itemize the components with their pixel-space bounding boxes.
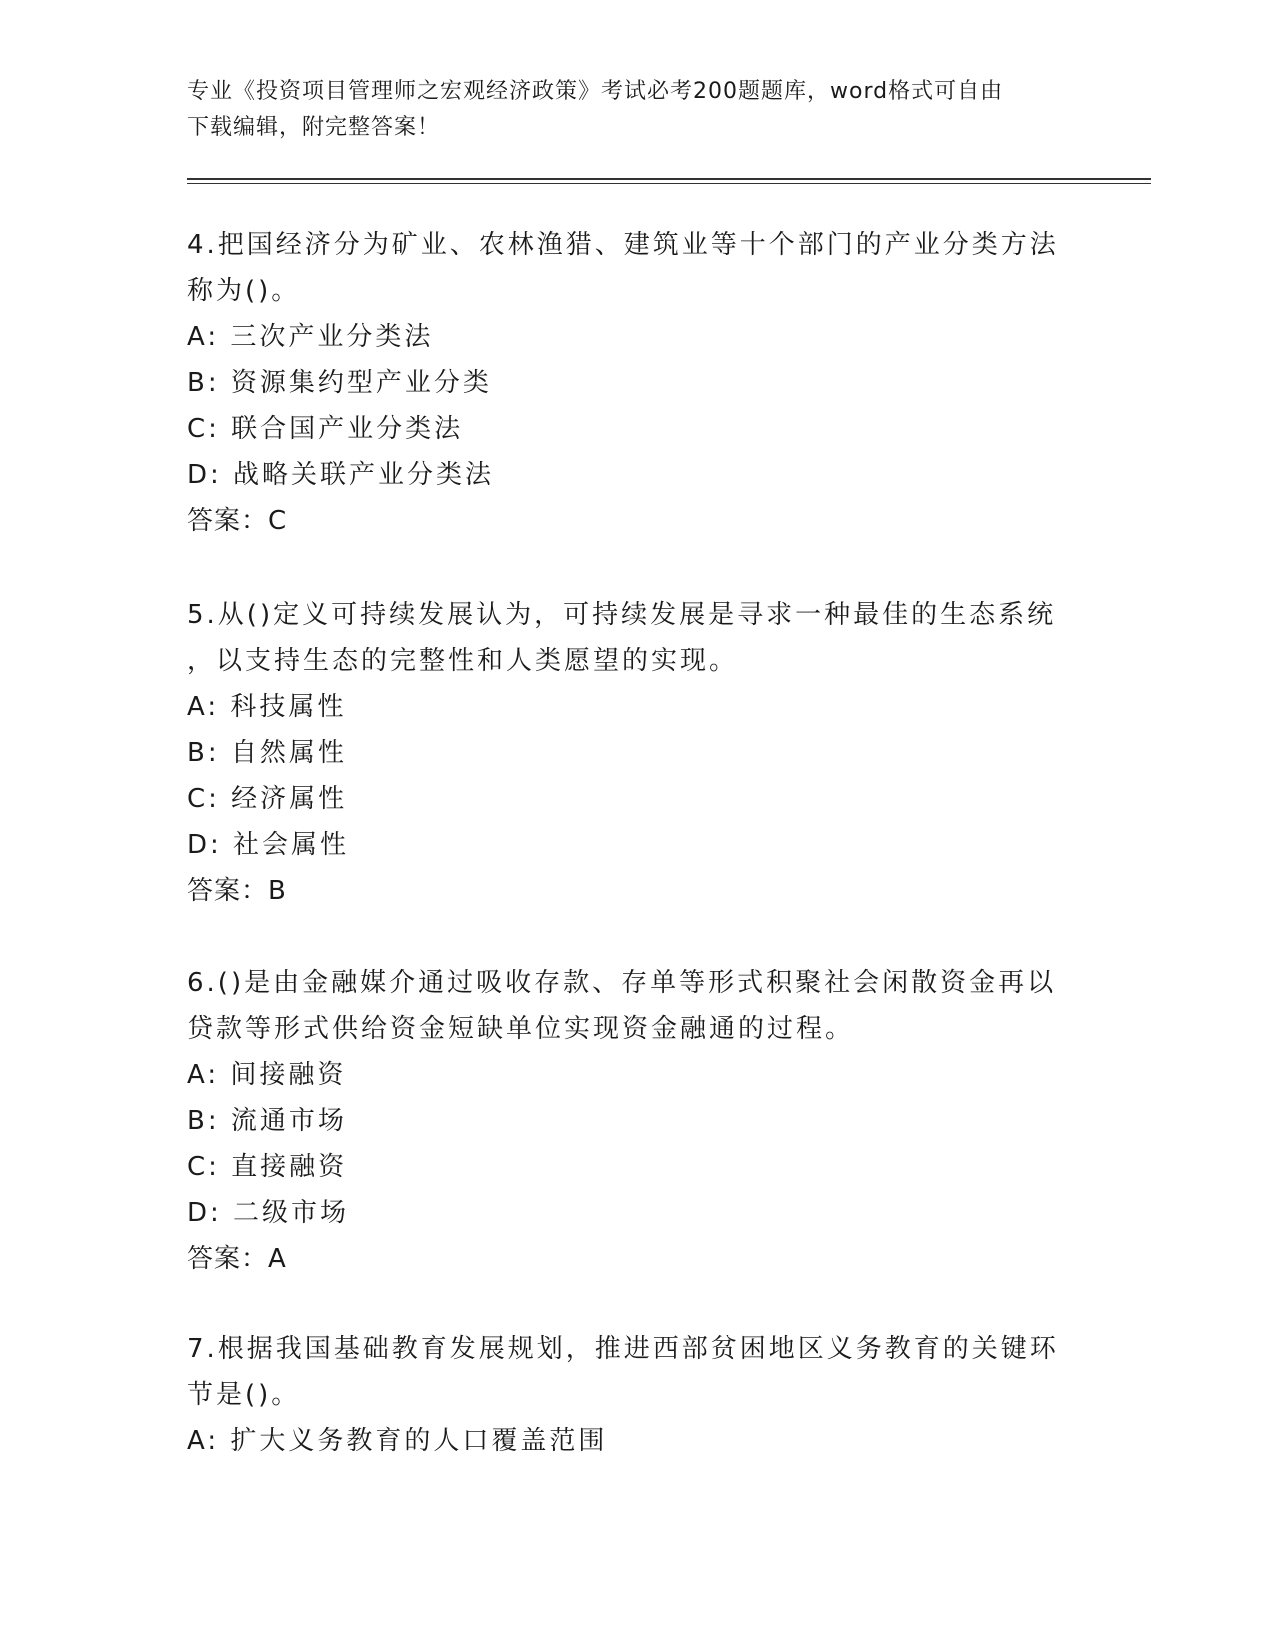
question-stem-line: 4.把国经济分为矿业、农林渔猎、建筑业等十个部门的产业分类方法 xyxy=(187,230,1059,260)
question-stem-line: 6.()是由金融媒介通过吸收存款、存单等形式积聚社会闲散资金再以 xyxy=(187,968,1057,998)
question-7 xyxy=(187,1326,1067,1464)
question-4 xyxy=(187,222,1067,544)
option-c: C: 联合国产业分类法 xyxy=(187,414,464,444)
question-stem xyxy=(187,222,1067,314)
answer: 答案：C xyxy=(187,506,288,536)
option-b: B: 自然属性 xyxy=(187,738,347,768)
question-stem-line: 贷款等形式供给资金短缺单位实现资金融通的过程。 xyxy=(187,1014,855,1044)
option-d: D: 战略关联产业分类法 xyxy=(187,460,495,490)
option-b: B: 资源集约型产业分类 xyxy=(187,368,492,398)
question-stem xyxy=(187,960,1067,1052)
question-stem-line: 节是()。 xyxy=(187,1380,301,1410)
option-a: A: 三次产业分类法 xyxy=(187,322,434,352)
question-stem-line: 5.从()定义可持续发展认为，可持续发展是寻求一种最佳的生态系统 xyxy=(187,600,1057,630)
question-stem xyxy=(187,1326,1067,1418)
header-line-2: 下载编辑，附完整答案！ xyxy=(187,115,441,140)
question-5 xyxy=(187,592,1067,914)
option-d: D: 社会属性 xyxy=(187,830,350,860)
option-c: C: 经济属性 xyxy=(187,784,348,814)
option-a: A: 间接融资 xyxy=(187,1060,347,1090)
header-line-1: 专业《投资项目管理师之宏观经济政策》考试必考200题题库，word格式可自由 xyxy=(187,79,1004,104)
header-divider-thin xyxy=(187,183,1151,184)
document-header xyxy=(187,74,1067,146)
question-stem-line: 称为()。 xyxy=(187,276,301,306)
option-a: A: 科技属性 xyxy=(187,692,347,722)
question-stem-line: ，以支持生态的完整性和人类愿望的实现。 xyxy=(187,646,739,676)
option-d: D: 二级市场 xyxy=(187,1198,350,1228)
question-stem xyxy=(187,592,1067,684)
question-stem-line: 7.根据我国基础教育发展规划，推进西部贫困地区义务教育的关键环 xyxy=(187,1334,1059,1364)
option-a: A: 扩大义务教育的人口覆盖范围 xyxy=(187,1426,608,1456)
answer: 答案：A xyxy=(187,1244,287,1274)
option-b: B: 流通市场 xyxy=(187,1106,347,1136)
question-6 xyxy=(187,960,1067,1282)
header-divider xyxy=(187,178,1151,180)
answer: 答案：B xyxy=(187,876,287,906)
option-c: C: 直接融资 xyxy=(187,1152,348,1182)
